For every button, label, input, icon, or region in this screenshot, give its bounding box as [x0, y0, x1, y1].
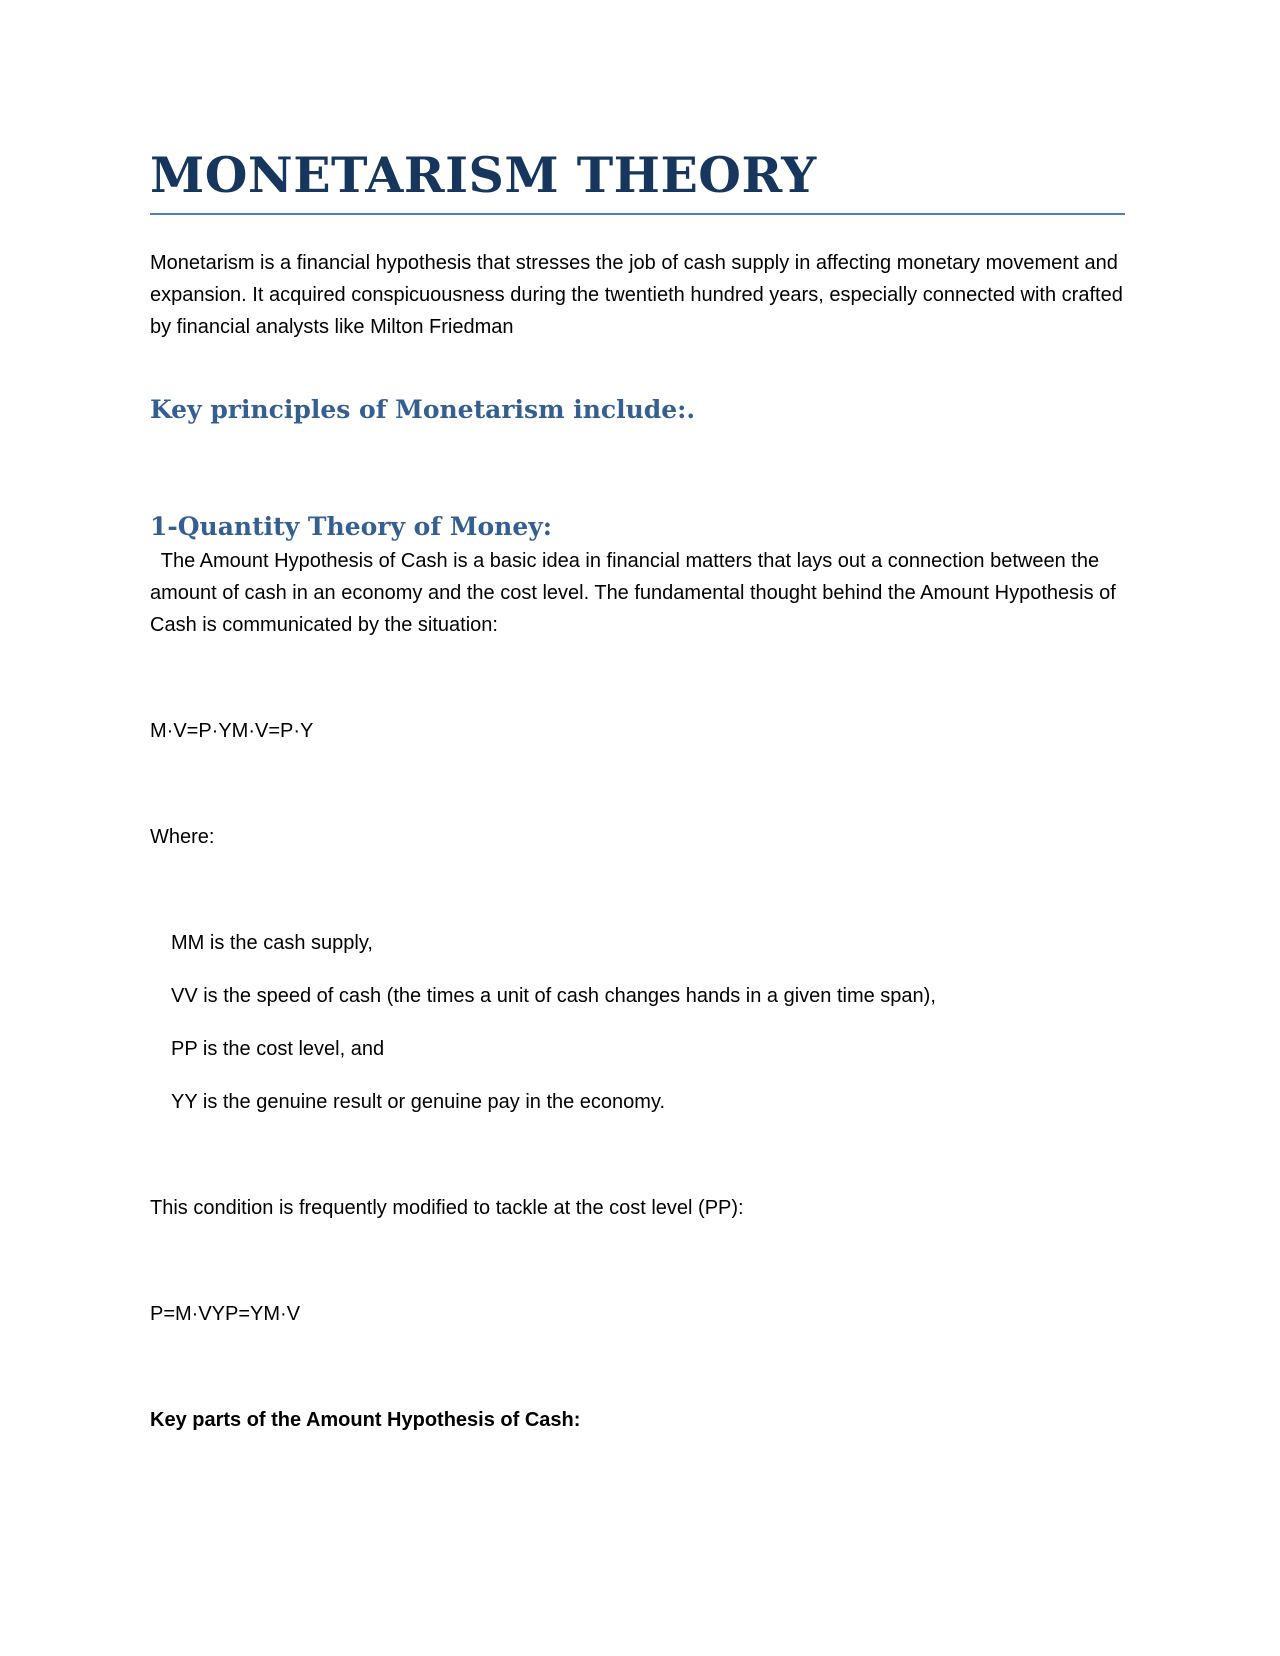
quantity-theory-heading: 1-Quantity Theory of Money:: [150, 512, 553, 542]
definition-list: [150, 927, 1125, 1118]
modified-sentence: This condition is frequently modified to tackle at the cost level (PP):: [150, 1196, 744, 1219]
equation-price-level: P=M·VYP=YM·V: [150, 1302, 301, 1325]
key-parts-heading: Key parts of the Amount Hypothesis of Cash:: [150, 1408, 581, 1431]
where-label: Where:: [150, 825, 215, 848]
document-page: [150, 148, 1125, 1436]
document-title: MONETARISM THEORY: [150, 146, 817, 204]
quantity-theory-paragraph: The Amount Hypothesis of Cash is a basic idea in financial matters that lays out a connection between the amount of cash in an economy and the cost level. The fundamental thought behind the Amount Hypothesis of Cash is communicated by the situation:: [150, 549, 1116, 636]
definition-item: MM is the cash supply,: [171, 931, 373, 954]
title-underline-divider: [150, 213, 1125, 215]
definition-item: YY is the genuine result or genuine pay in the economy.: [171, 1090, 666, 1113]
intro-paragraph: Monetarism is a financial hypothesis that stresses the job of cash supply in affecting monetary movement and expansion. It acquired conspicuousness during the twentieth hundred years, especially connected with crafted by financial analysts like Milton Friedman: [150, 251, 1123, 338]
definition-item: VV is the speed of cash (the times a unit of cash changes hands in a given time span),: [171, 984, 936, 1007]
definition-item: PP is the cost level, and: [171, 1037, 385, 1060]
principles-heading: Key principles of Monetarism include:.: [150, 394, 696, 424]
equation-exchange: M·V=P·YM·V=P·Y: [150, 719, 314, 742]
